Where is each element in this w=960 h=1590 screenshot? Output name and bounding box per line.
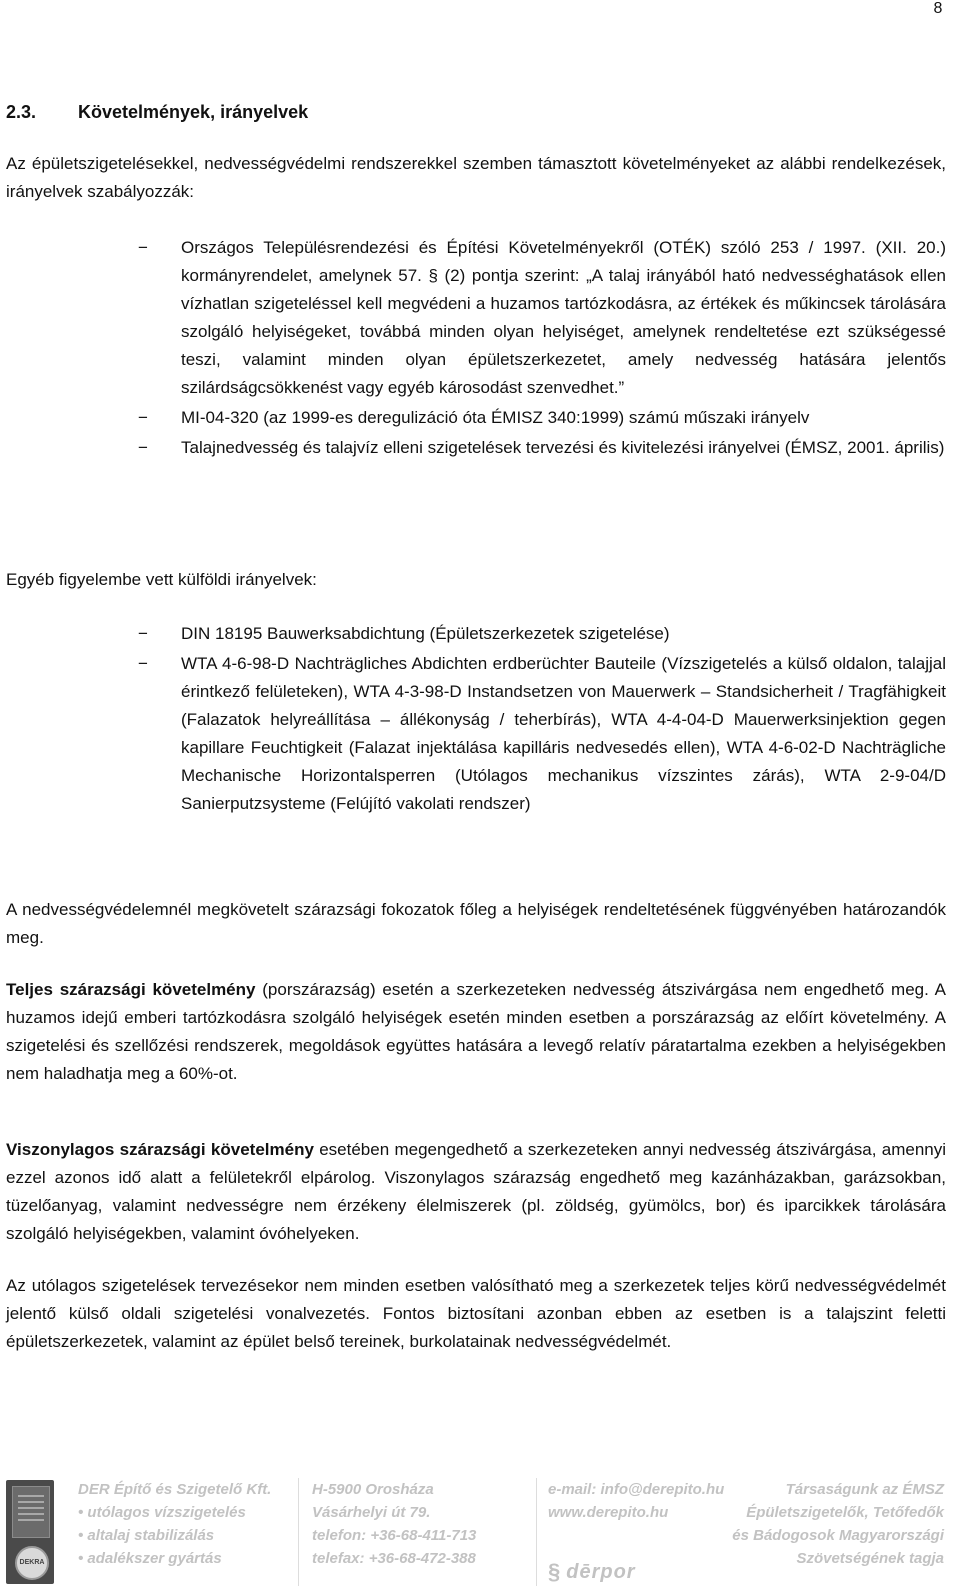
footer-company	[78, 1478, 271, 1570]
derpor-wordmark: dērpor	[566, 1560, 636, 1583]
fax-number: telefax: +36-68-472-388	[312, 1550, 476, 1567]
list-item-text: WTA 4-6-98-D Nachträgliches Abdichten erdberüchter Bauteile (Vízszigetelés a külső oldalon, talajjal érintkező felületeken), WTA 4-3-98-D Instandsetzen von Mauerwerk – Standsicherheit / Tragfähigkeit (Falazatok helyreállítása – állékonyság / teherbírás), WTA 4-4-04-D Mauerwerksinjektion gegen kapillare Feuchtigkeit (Falazat injektálása kapilláris nedvesedés ellen), WTA 4-6-02-D Nachträgliche Mechanische Horizontalsperren (Utólagos mechanikus vízszintes zárás), WTA 2-9-04/D Sanierputzsysteme (Felújító vakolati rendszer)	[181, 654, 946, 813]
service-item: • adalékszer gyártás	[78, 1547, 271, 1570]
derpor-logo-icon: §	[548, 1559, 561, 1584]
list-item	[6, 234, 946, 402]
membership-line: Épületszigetelők, Tetőfedők	[746, 1504, 944, 1521]
foreign-guidelines-list	[6, 620, 946, 818]
service-item: • utólagos vízszigetelés	[78, 1501, 271, 1524]
list-item-text: DIN 18195 Bauwerksabdichtung (Épületszerkezetek szigetelése)	[181, 624, 670, 643]
list-item	[6, 650, 946, 818]
derpor-brand-logo	[548, 1560, 678, 1584]
footer-membership	[732, 1478, 944, 1570]
page-number: 8	[933, 0, 943, 17]
section-title: Követelmények, irányelvek	[78, 102, 309, 122]
section-heading	[6, 100, 946, 124]
email-link[interactable]: e-mail: info@derepito.hu	[548, 1481, 725, 1498]
dash-bullet: −	[138, 624, 148, 643]
full-dryness-text: (porszárazság) esetén a szerkezeteken nedvesség átszivárgása nem engedhető meg. A huzamos idejű emberi tartózkodásra szolgáló helyiségek esetén minden esetben a porszárazság az előírt követelmény. A szigetelési és szellőzési rendszerek, megoldások együttes hatására a levegő relatív páratartalma ezekben a helyiségekben nem haladhatja meg a 60%-ot.	[6, 980, 947, 1083]
certification-logo	[6, 1480, 54, 1584]
footer-divider	[298, 1478, 299, 1586]
website-link[interactable]: www.derepito.hu	[548, 1504, 669, 1521]
relative-dryness-term: Viszonylagos szárazsági követelmény	[6, 1140, 314, 1159]
relative-dryness-text: esetében megengedhető a szerkezeteken annyi nedvesség átszivárgása, amennyi ezzel azonos idő alatt a felületekről elpárolog. Viszonylagos szárazság engedhető meg kazánházakban, garázsokban, tüzelőanyag, valamint nedvességre nem érzékeny élelmiszerek (pl. zöldség, gyümölcs, bor) és iparcikkek tárolására szolgáló helyiségekben, valamint óvóhelyeken.	[6, 1140, 946, 1243]
list-item-text: Talajnedvesség és talajvíz elleni szigetelések tervezési és kivitelezési irányelvei (ÉMSZ, 2001. április)	[181, 438, 945, 457]
list-item-text: Országos Településrendezési és Építési Követelményekről (OTÉK) szóló 253 / 1997. (XII. 20.) kormányrendelet, amelynek 57. § (2) pontja szerint: „A talaj irányából ható nedvességhatások ellen vízhatlan szigeteléssel kell megvédeni a huzamos tartózkodásra, az értékek és műkincsek tárolására szolgáló helyiségeket, továbbá minden olyan helyiséget, amelynek rendeltetése ezt szükségessé teszi, valamint minden olyan épületszerkezetet, amely nedvesség hatására jelentős szilárdságcsökkenést vagy egyéb károsodást szenvedhet.”	[181, 238, 946, 397]
section-number: 2.3.	[6, 102, 37, 122]
certificate-seal-icon	[12, 1486, 50, 1538]
footer-divider	[536, 1478, 537, 1586]
membership-line: Szövetségének tagja	[796, 1550, 944, 1567]
dash-bullet: −	[138, 438, 148, 457]
dash-bullet: −	[138, 238, 148, 257]
membership-line: Társaságunk az ÉMSZ	[785, 1481, 944, 1498]
address-line: Vásárhelyi út 79.	[312, 1504, 431, 1521]
dekra-logo-icon: DEKRA	[15, 1546, 49, 1580]
intro-paragraph: Az épületszigetelésekkel, nedvességvédelmi rendszerekkel szemben támasztott követelményeket az alábbi rendelkezések, irányelvek szabályozzák:	[6, 154, 946, 201]
company-name: DER Építő és Szigetelő Kft.	[78, 1481, 272, 1498]
dash-bullet: −	[138, 654, 148, 673]
address-line: H-5900 Orosháza	[312, 1481, 434, 1498]
domestic-regulations-list	[6, 234, 946, 462]
footer-address	[312, 1478, 476, 1570]
list-item-text: MI-04-320 (az 1999-es deregulizáció óta ÉMISZ 340:1999) számú műszaki irányelv	[181, 408, 810, 427]
page-footer	[0, 1478, 960, 1590]
dash-bullet: −	[138, 408, 148, 427]
list-item	[6, 434, 946, 462]
service-item: • altalaj stabilizálás	[78, 1524, 271, 1547]
dryness-paragraph: A nedvességvédelemnél megkövetelt szárazsági fokozatok főleg a helyiségek rendeltetésének függvényében határozandók meg.	[6, 900, 946, 947]
phone-number: telefon: +36-68-411-713	[312, 1527, 477, 1544]
list-item	[6, 620, 946, 648]
footer-contact	[548, 1478, 724, 1524]
list-item	[6, 404, 946, 432]
full-dryness-paragraph	[6, 976, 946, 1088]
foreign-guidelines-heading: Egyéb figyelembe vett külföldi irányelvek:	[6, 570, 317, 589]
retrofit-paragraph: Az utólagos szigetelések tervezésekor nem minden esetben valósítható meg a szerkezetek teljes körű nedvességvédelmét jelentő külső oldali szigetelési vonalvezetés. Fontos biztosítani azonban ebben az esetben is a talajszint feletti épületszerkezetek, valamint az épület belső tereinek, burkolatainak nedvességvédelmét.	[6, 1276, 946, 1351]
relative-dryness-paragraph	[6, 1136, 946, 1248]
full-dryness-term: Teljes szárazsági követelmény	[6, 980, 256, 999]
membership-line: és Bádogosok Magyarországi	[732, 1527, 944, 1544]
